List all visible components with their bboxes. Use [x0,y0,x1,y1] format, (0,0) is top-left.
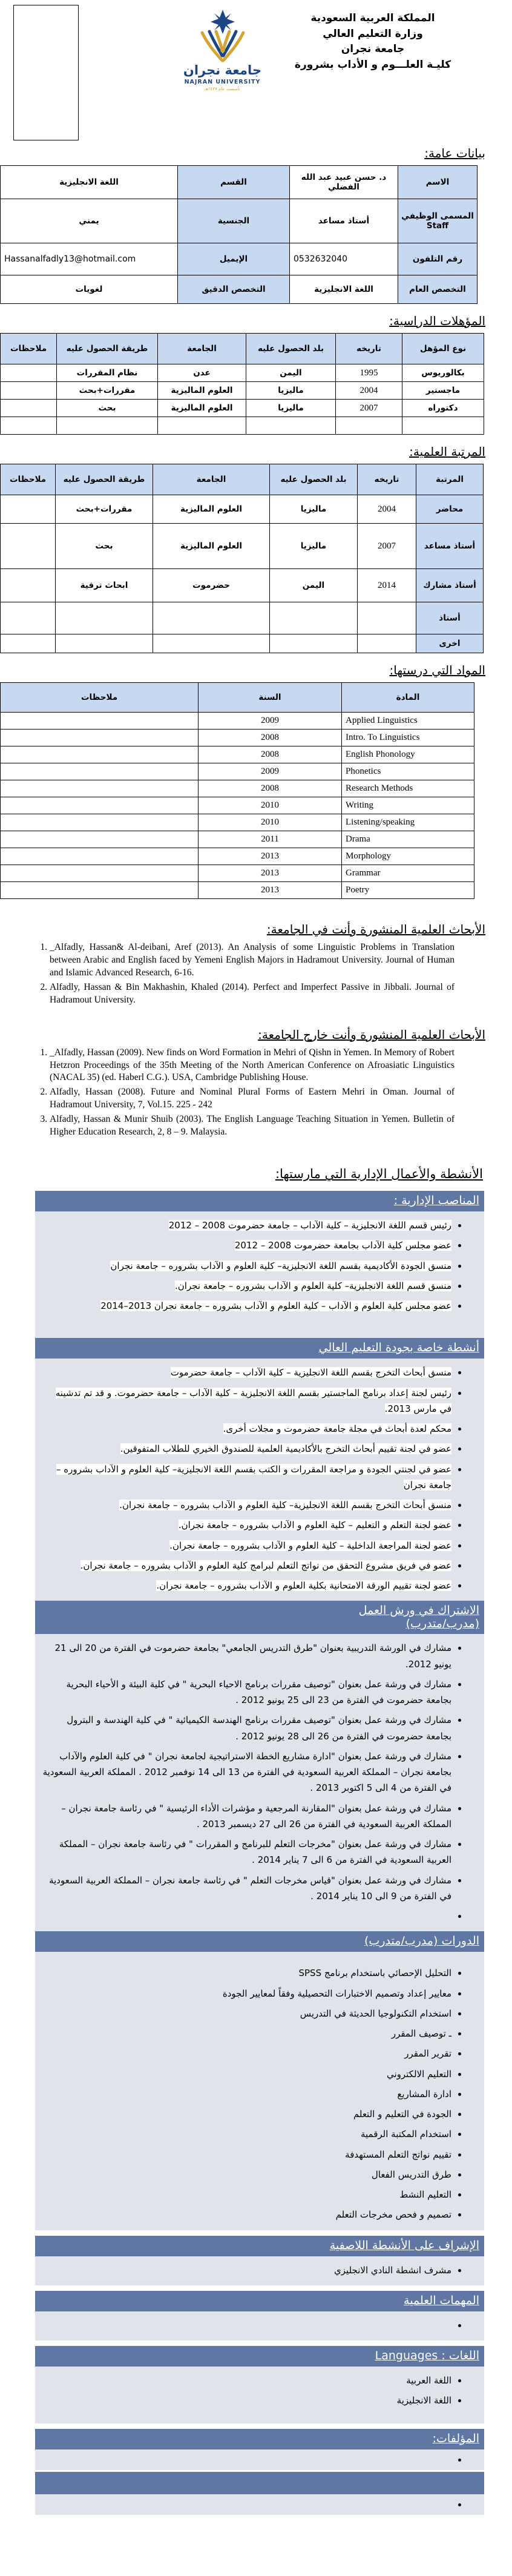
letterhead-line-country: المملكة العربية السعودية [310,12,435,24]
cell-subject: Grammar [342,865,474,882]
cell-method [56,634,153,653]
field-label [398,243,478,275]
logo-name-arabic: جامعة نجران [183,63,262,77]
column-header: طريقة الحصول عليه [56,464,153,495]
cell-notes [1,763,199,780]
list-item-text: عضو في فريق مشروع التحقق من نواتج التعلم لبرامج كلية العلوم و الآداب بشروره – جامعة نجران. [80,1560,451,1571]
cell-rank: أستاذ مشارك [416,569,484,602]
empty-list [42,2497,467,2512]
cell-year: 2013 [199,865,342,882]
cell-rank: أستاذ [416,602,484,634]
cell-year: 2004 [358,495,416,524]
cell-method: نظام المقررات [57,364,158,382]
list-item: • اللغة الانجليزية [42,2393,451,2408]
cell-year: 2014 [358,569,416,602]
cell-rank: اخرى [416,634,484,653]
list-item [42,2497,451,2512]
cell-year: 2008 [199,730,342,746]
table-row [1,882,474,899]
supervision-list [42,2262,467,2278]
column-header: بلد الحصول عليه [270,464,358,495]
cell-country: اليمن [246,364,336,382]
section-quality-activities [35,1338,484,1601]
najran-university-logo [179,8,266,91]
band-subtitle: (مدرب/متدرب) [405,1617,479,1631]
cell-subject: Poetry [342,882,474,899]
list-item-text: عضو مجلس كلية الآداب بجامعة حضرموت 2008 – 2012 [234,1240,451,1251]
column-header: نوع المؤهل [402,334,484,364]
table-row [1,797,474,814]
list-item: • مشارك في الورشة التدريبية بعنوان "طرق التدريس الجامعي" بجامعة حضرموت في الفترة من 20 الى 21 يونيو 2012. [42,1640,451,1672]
band-header [35,2472,484,2494]
field-label [398,275,478,304]
table-header-row [1,334,484,364]
list-item: • معايير إعداد وتصميم الاختبارات التحصيلية وفقاً لمعايير الجودة [42,1986,451,2001]
section-empty-trailing [35,2472,484,2515]
section-extracurricular-supervision [35,2236,484,2285]
list-item: • تقرير المقرر [42,2046,451,2061]
list-item-text: منسق قسم اللغة الانجليزية– كلية العلوم و الآداب بشروره – جامعة نجران. [175,1280,451,1291]
cell-notes [1,746,199,763]
section-admin-positions [35,1191,484,1338]
cell-university: حضرموت [153,569,270,602]
list-item [42,1278,451,1294]
band-title: المهمات العلمية [404,2293,479,2307]
table-row [1,524,484,569]
list-item [42,2317,451,2333]
cell-method: بحث [56,524,153,569]
band-title: اللغات : Languages [375,2349,479,2363]
column-header: بلد الحصول عليه [246,334,336,364]
cell-method: بحث [57,400,158,417]
cell-year: 2009 [199,713,342,730]
courses-taught-table [0,682,474,899]
column-header: السنة [199,683,342,713]
cell-year: 2008 [199,780,342,797]
column-header: المرتبة [416,464,484,495]
section-heading-qualifications: المؤهلات الدراسية: [389,314,485,328]
cell-notes [1,865,199,882]
cell-notes [1,382,57,400]
column-header: طريقة الحصول عليه [57,334,158,364]
table-row [1,495,484,524]
cell-subject: Morphology [342,848,474,865]
reference-item: 2. Alfadly, Hassan & Bin Makhashin, Khaled (2014). Perfect and Imperfect Passive in Jibbali. Journal of Hadramout University. [50,981,455,1007]
cell-subject: Applied Linguistics [342,713,474,730]
field-label-text: المسمى الوظيفي [401,211,474,221]
cell-year [336,417,402,435]
cell-country: اليمن [270,569,358,602]
university-logo-icon [189,8,256,64]
list-item [42,2452,451,2468]
table-row [1,831,474,848]
cell-year: 2007 [336,400,402,417]
list-item: • اللغة العربية [42,2373,451,2388]
list-item: • التعليم النشط [42,2187,451,2202]
list-item-text: محكم لعدة أبحاث في مجلة جامعة حضرموت و مجلات أخرى. [223,1423,451,1435]
cell-year: 2013 [199,882,342,899]
list-item-text: عضو مجلس كلية العلوم و الآداب – كلية العلوم و الآداب بشروره – جامعة نجران 2013–2014 [100,1300,451,1312]
band-header [35,2291,484,2311]
cell-subject: Writing [342,797,474,814]
list-item-text: عضو لجنة التعلم و التعليم – كلية العلوم و الآداب بشروره – جامعة نجران. [178,1520,451,1531]
cell-year: 2010 [199,797,342,814]
cell-degree: دكتوراه [402,400,484,417]
table-row [1,400,484,417]
table-row [1,730,474,746]
table-row [1,166,478,199]
cell-notes [1,634,56,653]
cell-country: ماليزيا [246,400,336,417]
band-body [35,1211,484,1338]
cell-year [358,634,416,653]
field-value: Hassanalfadly13@hotmail.com [1,243,178,275]
cell-year: 2013 [199,848,342,865]
list-item [42,1258,451,1274]
list-item: • استخدام التكنولوجيا الحديثة في التدريس [42,2006,451,2021]
list-item: • مشارك في ورشة عمل بعنوان "توصيف مقررات برنامج الاحياء البحرية " في كلية البيئة و الأحياء البحرية بجامعة حضرموت في الفترة من 23 الى 25 يونيو 2012 . [42,1676,451,1708]
column-header: تاريخه [358,464,416,495]
cell-subject: English Phonology [342,746,474,763]
band-body [35,1952,484,2230]
list-item-text: رئيس لجنة إعداد برنامج الماجستير بقسم اللغة الانجليزية – كلية الآداب – جامعة حضرموت. و قد تم تدشينه في مارس 2013. [55,1387,451,1414]
list-item-text: رئيس قسم اللغة الانجليزية – كلية الآداب – جامعة حضرموت 2008 – 2012 [168,1220,451,1231]
cell-country: ماليزيا [270,524,358,569]
table-row [1,634,484,653]
field-label: القسم [178,166,290,199]
list-item [42,1237,451,1253]
cell-rank: محاضر [416,495,484,524]
list-item [42,1217,451,1233]
table-row [1,763,474,780]
field-value: أستاذ مساعد [290,199,398,243]
table-row [1,199,478,243]
list-item: • التحليل الإحصائي باستخدام برنامج SPSS [42,1965,451,1981]
list-item: • الجودة في التعليم و التعلم [42,2106,451,2122]
cell-subject: Intro. To Linguistics [342,730,474,746]
list-item: • مشارك في ورشة عمل بعنوان "توصيف مقررات برنامج الهندسة الكيميائية " في كلية الهندسة و البترول بجامعة حضرموت في الفترة من 26 الى 28 يونيو 2012 . [42,1712,451,1744]
cell-subject: Phonetics [342,763,474,780]
cell-year: 1995 [336,364,402,382]
cell-notes [1,400,57,417]
table-row [1,814,474,831]
list-item: • مشارك في ورشة عمل بعنوان "ادارة مشاريع الخطة الاستراتيجية لجامعة نجران " في كلية العلوم والآداب بجامعة نجران – المملكة العربية السعودية في الفترة من 13 الى 14 نوفمبر 2012 . المملكة العربية السعودية في الفترة من 4 الى 5 اكتوبر 2013 . [42,1748,451,1796]
list-item: • تصميم و فحص مخرجات التعلم [42,2207,451,2222]
field-label: التخصص الدقيق [178,275,290,304]
list-item [42,1558,451,1573]
cell-university: العلوم الماليزية [153,524,270,569]
field-label-english: Staff [426,221,449,231]
section-heading-research-inside: الأبحاث العلمية المنشورة وأنت في الجامعة: [266,922,485,937]
list-item: • مشارك في ورشة عمل بعنوان "قياس مخرجات التعلم " في رئاسة جامعة نجران – المملكة العربية السعودية في الفترة من 9 الى 10 يناير 2014 . [42,1873,451,1905]
band-body [35,2367,484,2423]
list-item [42,1517,451,1533]
list-item: • مشارك في ورشة عمل بعنوان "مخرجات التعلم للبرنامج و المقررات " في رئاسة جامعة نجران – المملكة العربية السعودية في الفترة من 6 الى 7 يناير 2014 . [42,1836,451,1868]
band-title: الإشراف على الأنشطة اللاصفية [329,2238,479,2252]
cell-notes [1,602,56,634]
reference-item: 1. _Alfadly, Hassan (2009). New finds on Word Formation in Mehri of Qishn in Yemen. In Memory of Robert Hetzron Proceedings of the 35th Meeting of the North American Conference on Afroasiatic Linguistics (NACAL 35) (ed. Haberl C.G.). USA, Cambridge Publishing House. [50,1047,455,1085]
quality-activities-list [42,1365,467,1593]
list-item-text: منسق أبحاث التخرج بقسم اللغة الانجليزية– كلية العلوم و الآداب بشروره – جامعة نجران. [119,1500,451,1511]
missions-list [42,2317,467,2333]
cell-notes [1,831,199,848]
field-label-text: التخصص العام [409,285,466,294]
cell-university: عدن [158,364,246,382]
band-title: المناصب الإدارية : [393,1194,479,1208]
field-value: لغويات [1,275,178,304]
list-item-text: عضو في لجنتي الجودة و مراجعة المقررات و الكتب بقسم اللغة الانجليزية– كلية العلوم و الآداب بشروره – جامعة نجران [56,1463,451,1491]
positions-list [42,1217,467,1314]
column-header: ملاحظات [1,683,199,713]
table-header-row [1,464,484,495]
table-row [1,382,484,400]
cell-notes [1,495,56,524]
cell-university: العلوم الماليزية [158,382,246,400]
band-title: الدورات (مدرب/متدرب) [364,1934,479,1948]
list-item [42,1497,451,1513]
column-header: تاريخه [336,334,402,364]
band-header [35,2429,484,2449]
section-scientific-missions [35,2291,484,2340]
table-row [1,364,484,382]
band-header [35,1191,484,1211]
list-item [42,1578,451,1593]
band-body [35,1359,484,1601]
letterhead-text [276,11,470,73]
list-item [42,1298,451,1314]
field-label-text: الاسم [425,177,450,187]
list-item: • تقييم نواتج التعلم المستهدفة [42,2147,451,2163]
column-header: الجامعة [158,334,246,364]
list-item [42,1421,451,1437]
qualifications-table [0,333,484,435]
cell-method: ابحاث ترقية [56,569,153,602]
field-value: د. حسن عبيد عبد الله الفضلي [290,166,398,199]
list-item [42,1461,451,1494]
column-header: ملاحظات [1,334,57,364]
cell-university: العلوم الماليزية [158,400,246,417]
band-body [35,2494,484,2515]
cell-notes [1,730,199,746]
cell-notes [1,797,199,814]
cell-subject: Research Methods [342,780,474,797]
workshops-list [42,1640,467,1924]
table-row [1,417,484,435]
list-item-text: منسق الجودة الأكاديمية بقسم اللغة الانجليزية– كلية العلوم و الآداب بشروره – جامعة نجران [110,1260,451,1271]
band-header [35,1601,484,1634]
band-title: الاشتراك في ورش العمل [358,1604,479,1618]
table-header-row [1,683,474,713]
section-workshops [35,1601,484,1931]
logo-name-english: NAJRAN UNIVERSITY [184,79,261,85]
band-header [35,1338,484,1359]
cell-rank: أستاذ مساعد [416,524,484,569]
cell-notes [1,569,56,602]
cell-subject: Drama [342,831,474,848]
table-row [1,275,478,304]
cell-year: 2010 [199,814,342,831]
general-info-table [0,165,478,304]
section-training-courses [35,1931,484,2230]
band-header [35,2236,484,2256]
letterhead-line-college: كليـة العلـــوم و الأداب بشرورة [294,58,451,71]
cell-country: ماليزيا [246,382,336,400]
band-body [35,1634,484,1931]
list-item [42,1385,451,1417]
cell-university: العلوم الماليزية [153,495,270,524]
reference-item: 3. Alfadly, Hassan & Munir Shuib (2003). The English Language Teaching Situation in Yemen. Bulletin of Higher Education Research, 2, 8 – 9. Malaysia. [50,1113,455,1139]
band-body [35,2256,484,2285]
cell-notes [1,713,199,730]
band-title: أنشطة خاصة بجودة التعليم العالي [318,1341,479,1355]
research-inside-list [36,941,455,1007]
logo-tagline: تأسست عام ١٤٢٧هـ [205,87,240,91]
field-label-text: رقم التلفون [412,254,463,264]
cell-country [270,602,358,634]
publications-list [42,2452,467,2468]
cell-year: 2008 [199,746,342,763]
reference-item: 2. Alfadly, Hassan (2008). Future and Nominal Plural Forms of Eastern Mehri in Oman. Journal of Hadramout University, 7, Vol.15. 225 - 242 [50,1086,455,1112]
list-item: • التعليم الالكتروني [42,2066,451,2082]
languages-list [42,2373,467,2409]
list-item: • مشارك في ورشة عمل بعنوان "المقارنة المرجعية و مؤشرات الأداء الرئيسية " في رئاسة جامعة نجران – المملكة العربية السعودية في الفترة من 26 الى 27 ديسمبر 2013 . [42,1800,451,1833]
field-value: اللغة الانجليزية [290,275,398,304]
cell-degree: بكالوريوس [402,364,484,382]
cell-university [153,634,270,653]
training-courses-list [42,1965,467,2222]
list-item: • ادارة المشاريع [42,2086,451,2102]
section-heading-general: بيانات عامة: [424,146,485,160]
band-title: المؤلفات: [432,2431,479,2445]
table-row [1,848,474,865]
band-header [35,2346,484,2367]
cell-notes [1,364,57,382]
cell-method: مقررات+بحث [57,382,158,400]
cell-subject: Listening/speaking [342,814,474,831]
academic-rank-table [0,464,484,653]
cell-notes [1,848,199,865]
table-row [1,602,484,634]
section-publications [35,2429,484,2470]
list-item-text: منسق أبحاث التخرج بقسم اللغة الانجليزية – كلية الآداب – جامعة حضرموت [170,1367,451,1379]
table-row [1,569,484,602]
column-header: الجامعة [153,464,270,495]
cell-degree [402,417,484,435]
table-row [1,865,474,882]
cell-year [358,602,416,634]
table-row [1,746,474,763]
list-item [42,1365,451,1380]
list-item [42,1908,451,1924]
field-value: اللغة الانجليزية [1,166,178,199]
cell-country: ماليزيا [270,495,358,524]
cell-notes [1,417,57,435]
field-label: الجنسية [178,199,290,243]
list-item-text: عضو لجنة المراجعة الداخلية – كلية العلوم و الآداب بشروره – جامعة نجران. [169,1540,451,1551]
cell-university [153,602,270,634]
table-row [1,243,478,275]
cell-method [56,602,153,634]
table-row [1,780,474,797]
section-heading-research-outside: الأبحاث العلمية المنشورة وأنت خارج الجامعة: [258,1027,485,1042]
band-header [35,1931,484,1952]
list-item [42,1441,451,1457]
section-heading-rank: المرتبة العلمية: [409,444,485,459]
list-item [42,1538,451,1553]
cell-year: 2011 [199,831,342,848]
cell-method: مقررات+بحث [56,495,153,524]
field-label: الإيميل [178,243,290,275]
column-header: ملاحظات [1,464,56,495]
list-item: • مشرف انشطة النادي الانجليزي [42,2262,451,2278]
cell-country [246,417,336,435]
list-item-text: عضو في لجنة تقييم أبحاث التخرج بالأكاديمية العلمية للصندوق الخيري للطلاب المتفوقين. [120,1443,451,1455]
cell-year: 2009 [199,763,342,780]
section-heading-admin-activities: الأنشطة والأعمال الإدارية التي مارستها: [275,1167,483,1182]
document-header [0,0,512,136]
field-label [398,199,478,243]
letterhead-line-ministry: وزارة التعليم العالي [323,27,423,40]
cell-country [270,634,358,653]
cell-notes [1,780,199,797]
section-languages [35,2346,484,2423]
cell-notes [1,814,199,831]
list-item: • طرق التدريس الفعال [42,2167,451,2182]
reference-item: 1. _Alfadly, Hassan& Al-deibani, Aref (2013). An Analysis of some Linguistic Problems in Translation between Arabic and English faced by Yemeni English Majors in Hadramout University. Journal of Human and Islamic Advanced Research, 6-16. [50,941,455,980]
letterhead-line-university: جامعة نجران [341,43,405,55]
field-label [398,166,478,199]
photo-placeholder-box [13,5,79,140]
cell-year: 2007 [358,524,416,569]
cell-year: 2004 [336,382,402,400]
list-item: • ـ توصيف المقرر [42,2026,451,2041]
research-outside-list [36,1047,455,1139]
column-header: المادة [342,683,474,713]
cell-method [57,417,158,435]
section-heading-courses: المواد التي درستها: [389,663,485,677]
field-value: يمني [1,199,178,243]
list-item-text: عضو لجنة تقييم الورقة الامتحانية بكلية العلوم و الآداب بشروره – جامعة نجران. [156,1580,451,1592]
field-value: 0532632040 [290,243,398,275]
cell-degree: ماجستير [402,382,484,400]
list-item: • استخدام المكتبة الرقمية [42,2126,451,2142]
cell-notes [1,882,199,899]
cell-notes [1,524,56,569]
band-body [35,2449,484,2470]
table-row [1,713,474,730]
band-body [35,2311,484,2340]
cell-university [158,417,246,435]
